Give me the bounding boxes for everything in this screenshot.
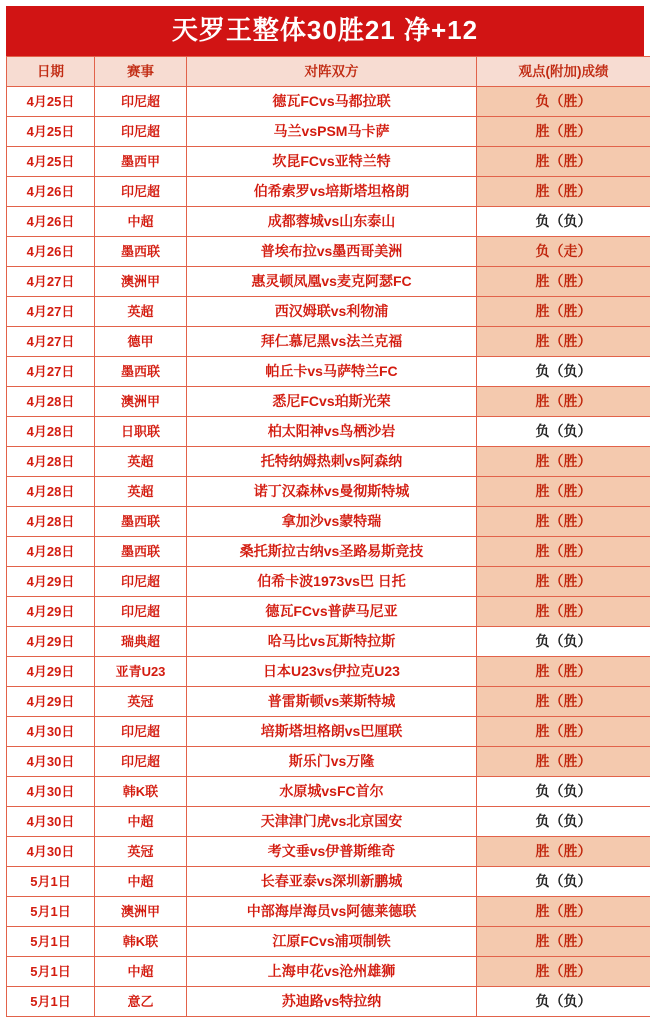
cell-league: 中超: [95, 866, 187, 896]
cell-result: 胜（胜）: [477, 836, 650, 866]
cell-date: 4月29日: [7, 626, 95, 656]
table-row: [7, 986, 650, 1016]
cell-result: 胜（胜）: [477, 656, 650, 686]
cell-league: 德甲: [95, 326, 187, 356]
cell-league: 墨西联: [95, 506, 187, 536]
cell-date: 4月28日: [7, 416, 95, 446]
cell-date: 4月28日: [7, 536, 95, 566]
cell-result: 负（负）: [477, 416, 650, 446]
cell-result: 胜（胜）: [477, 326, 650, 356]
cell-date: 4月29日: [7, 656, 95, 686]
cell-date: 4月26日: [7, 206, 95, 236]
cell-date: 4月27日: [7, 326, 95, 356]
cell-date: 5月1日: [7, 956, 95, 986]
cell-result: 胜（胜）: [477, 566, 650, 596]
cell-match: 托特纳姆热刺vs阿森纳: [187, 446, 477, 476]
cell-match: 江原FCvs浦项制铁: [187, 926, 477, 956]
cell-result: 负（走）: [477, 236, 650, 266]
cell-date: 4月29日: [7, 566, 95, 596]
cell-result: 负（负）: [477, 806, 650, 836]
cell-league: 印尼超: [95, 86, 187, 116]
cell-league: 英冠: [95, 836, 187, 866]
table-row: [7, 86, 650, 116]
cell-date: 5月1日: [7, 986, 95, 1016]
table-row: [7, 926, 650, 956]
cell-league: 墨西联: [95, 356, 187, 386]
cell-date: 4月28日: [7, 446, 95, 476]
cell-result: 胜（胜）: [477, 146, 650, 176]
cell-date: 4月28日: [7, 386, 95, 416]
cell-result: 胜（胜）: [477, 176, 650, 206]
table-row: [7, 536, 650, 566]
table-row: [7, 326, 650, 356]
cell-league: 印尼超: [95, 746, 187, 776]
cell-result: 胜（胜）: [477, 686, 650, 716]
cell-league: 墨西联: [95, 236, 187, 266]
table-row: [7, 206, 650, 236]
cell-match: 上海申花vs沧州雄狮: [187, 956, 477, 986]
table-row: [7, 656, 650, 686]
column-header-result: 观点(附加)成绩: [477, 56, 650, 86]
table-row: [7, 296, 650, 326]
cell-match: 苏迪路vs特拉纳: [187, 986, 477, 1016]
cell-league: 亚青U23: [95, 656, 187, 686]
cell-match: 帕丘卡vs马萨特兰FC: [187, 356, 477, 386]
cell-date: 4月25日: [7, 116, 95, 146]
cell-match: 拜仁慕尼黑vs法兰克福: [187, 326, 477, 356]
table-row: [7, 836, 650, 866]
cell-league: 韩K联: [95, 926, 187, 956]
cell-match: 伯希索罗vs培斯塔坦格朗: [187, 176, 477, 206]
cell-date: 4月25日: [7, 86, 95, 116]
column-header-match: 对阵双方: [187, 56, 477, 86]
table-row: [7, 116, 650, 146]
table-row: [7, 266, 650, 296]
cell-result: 胜（胜）: [477, 956, 650, 986]
cell-league: 澳洲甲: [95, 896, 187, 926]
table-row: [7, 506, 650, 536]
cell-date: 4月30日: [7, 836, 95, 866]
table-row: [7, 476, 650, 506]
cell-league: 英超: [95, 476, 187, 506]
cell-match: 悉尼FCvs珀斯光荣: [187, 386, 477, 416]
cell-league: 意乙: [95, 986, 187, 1016]
cell-match: 桑托斯拉古纳vs圣路易斯竞技: [187, 536, 477, 566]
cell-league: 印尼超: [95, 176, 187, 206]
cell-result: 胜（胜）: [477, 746, 650, 776]
cell-date: 5月1日: [7, 866, 95, 896]
column-header-league: 赛事: [95, 56, 187, 86]
cell-date: 4月25日: [7, 146, 95, 176]
cell-match: 坎昆FCvs亚特兰特: [187, 146, 477, 176]
cell-match: 普埃布拉vs墨西哥美洲: [187, 236, 477, 266]
cell-result: 胜（胜）: [477, 296, 650, 326]
table-row: [7, 686, 650, 716]
cell-result: 胜（胜）: [477, 716, 650, 746]
table-row: [7, 806, 650, 836]
cell-date: 4月27日: [7, 266, 95, 296]
cell-league: 澳洲甲: [95, 386, 187, 416]
cell-league: 日职联: [95, 416, 187, 446]
table-row: [7, 566, 650, 596]
cell-match: 天津津门虎vs北京国安: [187, 806, 477, 836]
cell-league: 中超: [95, 956, 187, 986]
cell-league: 瑞典超: [95, 626, 187, 656]
cell-date: 4月30日: [7, 746, 95, 776]
table-row: [7, 746, 650, 776]
cell-date: 4月29日: [7, 686, 95, 716]
table-row: [7, 716, 650, 746]
table-row: [7, 446, 650, 476]
table-row: [7, 776, 650, 806]
cell-result: 负（负）: [477, 776, 650, 806]
table-row: [7, 356, 650, 386]
cell-result: 负（负）: [477, 986, 650, 1016]
cell-match: 柏太阳神vs鸟栖沙岩: [187, 416, 477, 446]
cell-league: 中超: [95, 206, 187, 236]
cell-date: 4月28日: [7, 506, 95, 536]
column-header-date: 日期: [7, 56, 95, 86]
cell-league: 韩K联: [95, 776, 187, 806]
table-row: [7, 596, 650, 626]
cell-league: 印尼超: [95, 716, 187, 746]
cell-date: 4月27日: [7, 356, 95, 386]
cell-match: 培斯塔坦格朗vs巴厘联: [187, 716, 477, 746]
cell-result: 胜（胜）: [477, 386, 650, 416]
table-row: [7, 896, 650, 926]
table-row: [7, 176, 650, 206]
cell-date: 5月1日: [7, 896, 95, 926]
table-row: [7, 416, 650, 446]
page-title: 天罗王整体30胜21 净+12: [6, 6, 644, 56]
cell-result: 胜（胜）: [477, 896, 650, 926]
cell-match: 伯希卡波1973vs巴 日托: [187, 566, 477, 596]
table-row: [7, 866, 650, 896]
cell-match: 马兰vsPSM马卡萨: [187, 116, 477, 146]
schedule-table: [6, 56, 650, 1017]
cell-league: 澳洲甲: [95, 266, 187, 296]
cell-result: 负（负）: [477, 626, 650, 656]
table-row: [7, 626, 650, 656]
cell-date: 4月26日: [7, 176, 95, 206]
cell-match: 水原城vsFC首尔: [187, 776, 477, 806]
cell-match: 中部海岸海员vs阿德莱德联: [187, 896, 477, 926]
cell-result: 胜（胜）: [477, 926, 650, 956]
cell-result: 胜（胜）: [477, 266, 650, 296]
cell-league: 英超: [95, 296, 187, 326]
cell-match: 斯乐门vs万隆: [187, 746, 477, 776]
cell-league: 墨西甲: [95, 146, 187, 176]
cell-match: 德瓦FCvs普萨马尼亚: [187, 596, 477, 626]
cell-date: 4月26日: [7, 236, 95, 266]
cell-league: 印尼超: [95, 566, 187, 596]
table-row: [7, 236, 650, 266]
cell-result: 负（胜）: [477, 86, 650, 116]
cell-date: 4月28日: [7, 476, 95, 506]
cell-match: 哈马比vs瓦斯特拉斯: [187, 626, 477, 656]
cell-result: 胜（胜）: [477, 476, 650, 506]
cell-match: 德瓦FCvs马都拉联: [187, 86, 477, 116]
cell-date: 4月27日: [7, 296, 95, 326]
cell-match: 考文垂vs伊普斯维奇: [187, 836, 477, 866]
cell-result: 胜（胜）: [477, 116, 650, 146]
table-row: [7, 956, 650, 986]
table-row: [7, 386, 650, 416]
cell-match: 西汉姆联vs利物浦: [187, 296, 477, 326]
cell-date: 4月29日: [7, 596, 95, 626]
cell-date: 5月1日: [7, 926, 95, 956]
cell-result: 胜（胜）: [477, 536, 650, 566]
cell-match: 普雷斯顿vs莱斯特城: [187, 686, 477, 716]
cell-result: 负（负）: [477, 356, 650, 386]
cell-league: 中超: [95, 806, 187, 836]
cell-result: 负（负）: [477, 866, 650, 896]
cell-date: 4月30日: [7, 806, 95, 836]
cell-league: 英超: [95, 446, 187, 476]
cell-match: 长春亚泰vs深圳新鹏城: [187, 866, 477, 896]
cell-league: 墨西联: [95, 536, 187, 566]
cell-match: 诺丁汉森林vs曼彻斯特城: [187, 476, 477, 506]
cell-match: 拿加沙vs蒙特瑞: [187, 506, 477, 536]
cell-match: 日本U23vs伊拉克U23: [187, 656, 477, 686]
cell-result: 胜（胜）: [477, 446, 650, 476]
cell-league: 印尼超: [95, 116, 187, 146]
table-row: [7, 146, 650, 176]
cell-result: 胜（胜）: [477, 506, 650, 536]
table-header-row: [7, 56, 650, 86]
cell-result: 胜（胜）: [477, 596, 650, 626]
cell-match: 成都蓉城vs山东泰山: [187, 206, 477, 236]
table-body: [7, 86, 650, 1016]
cell-league: 印尼超: [95, 596, 187, 626]
cell-result: 负（负）: [477, 206, 650, 236]
cell-league: 英冠: [95, 686, 187, 716]
cell-date: 4月30日: [7, 716, 95, 746]
table-header: [7, 56, 650, 86]
cell-match: 惠灵顿凤凰vs麦克阿瑟FC: [187, 266, 477, 296]
cell-date: 4月30日: [7, 776, 95, 806]
